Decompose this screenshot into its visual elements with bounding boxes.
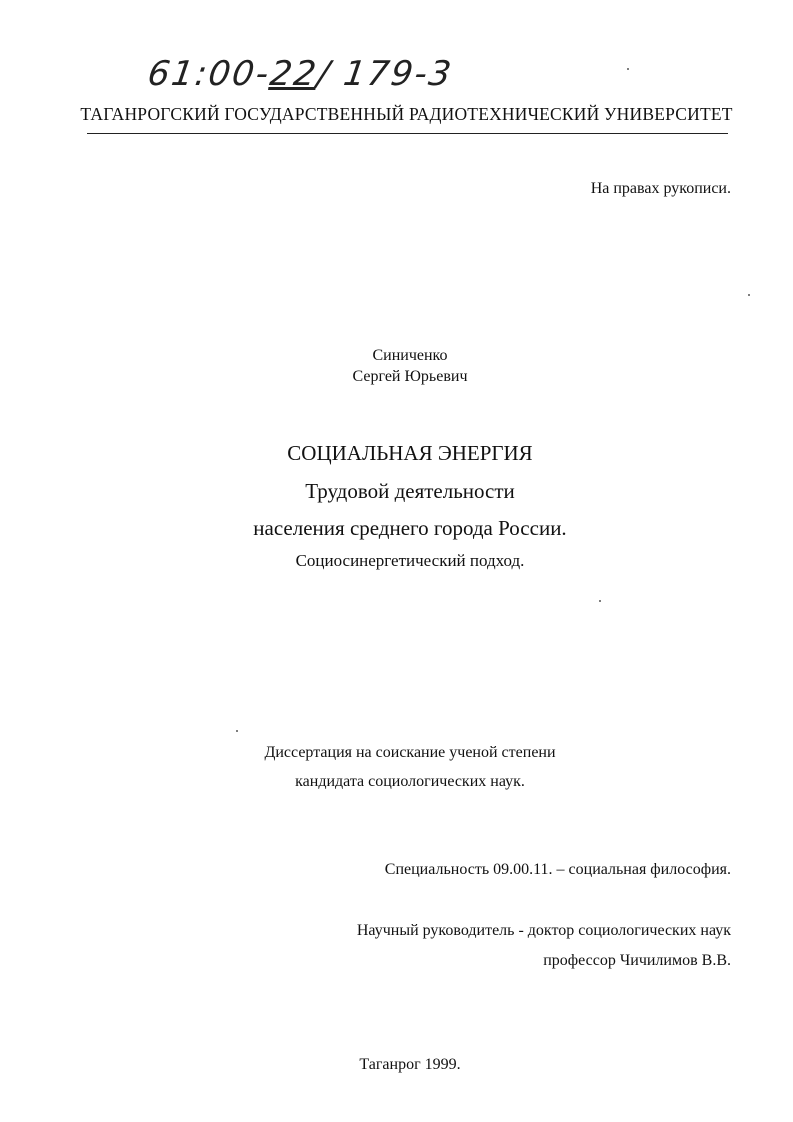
author-surname: Синиченко [372, 347, 448, 364]
supervisor-line-1: Научный руководитель - доктор социологических наук [356, 922, 731, 939]
dissertation-line-1: Диссертация на соискание ученой степени [264, 744, 556, 761]
title-line-2: Трудовой деятельности [305, 479, 515, 503]
title-main: СОЦИАЛЬНАЯ ЭНЕРГИЯ [287, 441, 533, 465]
scan-speck [599, 600, 601, 602]
place-and-year: Таганрог 1999. [359, 1056, 461, 1073]
supervisor-line-2: профессор Чичилимов В.В. [543, 952, 731, 969]
dissertation-line-2: кандидата социологических наук. [295, 773, 525, 790]
scan-speck [236, 730, 238, 732]
scan-speck [748, 294, 750, 296]
title-line-3: населения среднего города России. [253, 516, 567, 540]
scan-speck [627, 68, 629, 70]
rights-note: На правах рукописи. [590, 180, 731, 197]
title-subtitle: Социосинергетический подход. [295, 551, 525, 570]
header-divider [87, 133, 728, 134]
specialty: Специальность 09.00.11. – социальная философия. [384, 861, 731, 878]
university-name: ТАГАНРОГСКИЙ ГОСУДАРСТВЕННЫЙ РАДИОТЕХНИЧЕСКИЙ УНИВЕРСИТЕТ [80, 104, 733, 124]
author-name: Сергей Юрьевич [352, 368, 468, 385]
handwritten-catalog-number: 61:00-22/ 179-3 [145, 54, 456, 94]
